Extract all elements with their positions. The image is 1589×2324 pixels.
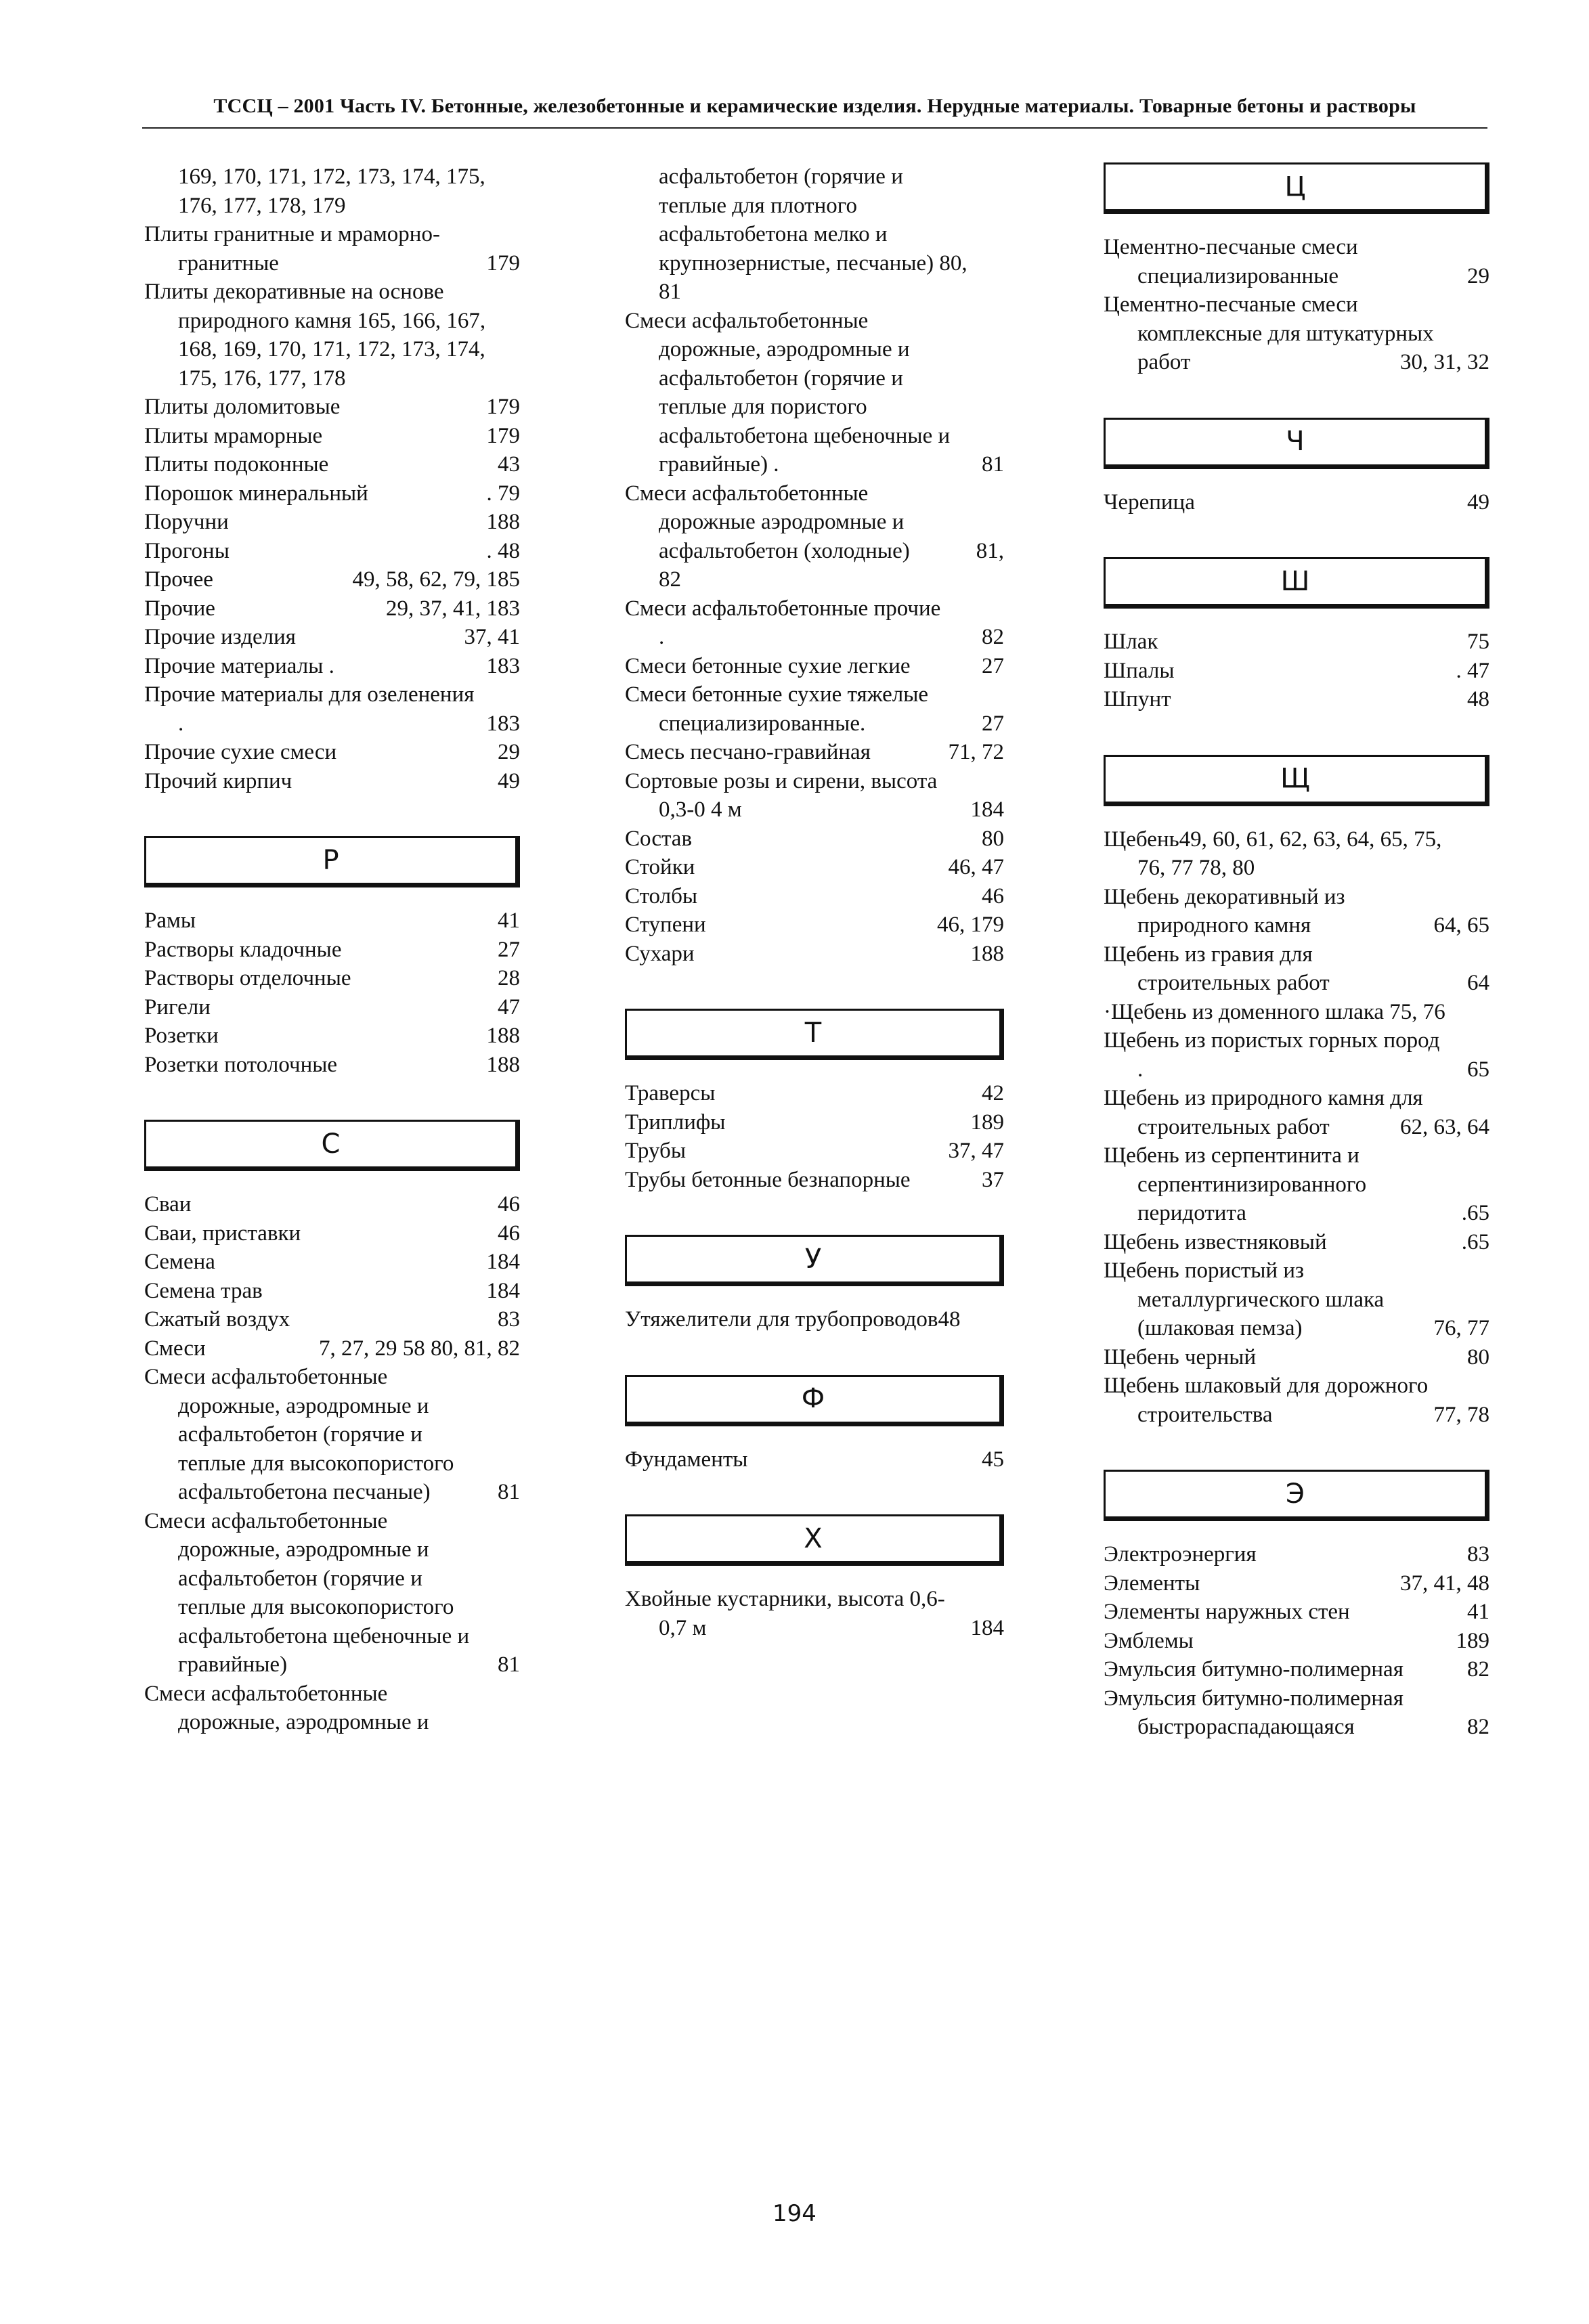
index-entry	[144, 565, 520, 594]
entry-text: специализированные	[1137, 263, 1338, 288]
entry-text: Смеси асфальтобетонные	[144, 1681, 388, 1706]
entry-text: 175, 176, 177, 178	[178, 366, 346, 391]
index-entry	[144, 1507, 520, 1680]
entry-pages: 80	[1467, 1344, 1489, 1369]
entry-pages: 179	[486, 395, 520, 419]
index-entry	[1104, 1084, 1489, 1141]
entry-text: Плиты декоративные на основе	[144, 280, 444, 304]
entry-text: Трубы	[625, 1139, 686, 1163]
index-entry	[1104, 488, 1489, 517]
section-letter: Ф	[801, 1383, 825, 1415]
entry-pages: 81	[982, 452, 1004, 477]
entry-text: Сортовые розы и сирени, высота	[625, 768, 938, 793]
entry-pages: 81	[498, 1480, 520, 1504]
entry-pages: 46	[498, 1192, 520, 1216]
index-entry	[1104, 1569, 1489, 1598]
entry-text: теплые для пористого	[659, 395, 867, 419]
header-rule	[142, 127, 1487, 129]
entry-text: Смеси асфальтобетонные	[625, 308, 869, 333]
entry-text: асфальтобетон (холодные)	[659, 538, 910, 563]
index-entry	[625, 1166, 1004, 1195]
entry-text: Элементы	[1104, 1571, 1200, 1596]
entry-text: Смесь песчано-гравийная	[625, 740, 871, 764]
entry-pages: 29	[1467, 263, 1489, 288]
entry-text: Плиты мраморные	[144, 423, 323, 448]
entry-pages: 188	[486, 510, 520, 534]
index-entry	[1104, 628, 1489, 657]
entry-text: дорожные, аэродромные и	[178, 1537, 429, 1562]
entry-text: Плиты гранитные и мраморно-	[144, 222, 440, 246]
section-letter-box	[1104, 1470, 1489, 1521]
entry-text: 169, 170, 171, 172, 173, 174, 175,	[178, 165, 485, 189]
entry-text: Трубы бетонные безнапорные	[625, 1167, 911, 1192]
index-entry	[144, 993, 520, 1022]
entry-text: асфальтобетона мелко и	[659, 222, 888, 246]
index-entry	[625, 1137, 1004, 1166]
entry-pages: 76, 77	[1433, 1316, 1489, 1340]
index-entry	[1104, 825, 1489, 883]
entry-text: Прогоны	[144, 538, 230, 563]
index-entry	[1104, 1627, 1489, 1656]
entry-text: асфальтобетон (горячие и	[659, 366, 903, 391]
section-letter: Э	[1286, 1478, 1305, 1510]
entry-pages: 82	[1467, 1657, 1489, 1682]
index-entry	[625, 565, 1004, 594]
entry-pages: 183	[486, 711, 520, 736]
entry-pages: 83	[1467, 1542, 1489, 1566]
entry-pages: 49, 58, 62, 79, 185	[352, 567, 520, 592]
entry-pages: 71, 72	[948, 740, 1004, 764]
entry-pages: 43	[498, 452, 520, 477]
entry-text: Столбы	[625, 883, 698, 908]
section-letter: С	[321, 1128, 341, 1160]
index-entry	[144, 964, 520, 993]
index-column-1	[144, 162, 520, 1737]
index-entry	[1104, 1141, 1489, 1228]
section-letter: Ц	[1284, 171, 1306, 202]
entry-text: Эмблемы	[1104, 1628, 1194, 1653]
index-entry	[144, 537, 520, 566]
entry-text: Эмульсия битумно-полимерная	[1104, 1686, 1403, 1711]
entry-text: специализированные.	[659, 711, 866, 736]
section-letter: Т	[804, 1017, 822, 1049]
entry-text: асфальтобетон (горячие и	[659, 165, 903, 189]
entry-pages: 189	[1456, 1628, 1489, 1653]
page-number: 194	[772, 2200, 817, 2227]
entry-text: Цементно-песчаные смеси	[1104, 292, 1358, 317]
section-letter-box	[625, 1375, 1004, 1426]
entry-text: Шпунт	[1104, 687, 1171, 711]
entry-text: Смеси	[144, 1336, 206, 1361]
entry-text: Розетки	[144, 1024, 219, 1048]
entry-pages: 77, 78	[1433, 1402, 1489, 1427]
section-letter-box	[1104, 557, 1489, 609]
entry-text: асфальтобетон (горячие и	[178, 1566, 422, 1591]
index-entry	[1104, 1372, 1489, 1429]
entry-text: асфальтобетон (горячие и	[178, 1422, 422, 1447]
index-entry	[144, 1277, 520, 1306]
entry-text: Черепица	[1104, 489, 1195, 514]
index-entry	[1104, 657, 1489, 686]
entry-text: Смеси бетонные сухие легкие	[625, 653, 911, 678]
index-entry	[144, 1022, 520, 1051]
entry-text: .	[659, 625, 665, 649]
index-entry	[144, 1305, 520, 1334]
section-letter: У	[804, 1243, 822, 1275]
entry-text: Цементно-песчаные смеси	[1104, 235, 1358, 259]
entry-text: Щебень из природного камня для	[1104, 1086, 1423, 1110]
entry-pages: 64, 65	[1433, 913, 1489, 938]
entry-text: 82	[659, 567, 681, 592]
entry-text: Смеси асфальтобетонные прочие	[625, 596, 941, 621]
entry-pages: 45	[982, 1447, 1004, 1472]
index-entry	[144, 1190, 520, 1219]
entry-text: Щебень шлаковый для дорожного	[1104, 1374, 1429, 1398]
entry-text: Траверсы	[625, 1081, 716, 1105]
entry-text: природного камня	[1137, 913, 1311, 938]
index-entry	[144, 278, 520, 393]
entry-text: Щебень черный	[1104, 1344, 1257, 1369]
entry-text: Щебень пористый из	[1104, 1258, 1305, 1283]
index-entry	[144, 393, 520, 422]
entry-text: Сваи, приставки	[144, 1221, 301, 1246]
entry-pages: 189	[970, 1110, 1004, 1135]
entry-pages: 27	[982, 653, 1004, 678]
entry-text: Хвойные кустарники, высота 0,6-	[625, 1587, 945, 1611]
entry-text: серпентинизированного	[1137, 1172, 1367, 1197]
entry-pages: 83	[498, 1307, 520, 1332]
entry-pages: 37, 47	[948, 1139, 1004, 1163]
entry-pages: 179	[486, 423, 520, 448]
entry-text: перидотита	[1137, 1201, 1246, 1225]
entry-pages: 27	[498, 937, 520, 962]
entry-pages: 65	[1467, 1057, 1489, 1082]
entry-text: дорожные аэродромные и	[659, 510, 905, 534]
entry-pages: 184	[970, 1615, 1004, 1640]
entry-text: металлургического шлака	[1137, 1287, 1385, 1312]
entry-pages: 49	[498, 768, 520, 793]
index-entry	[144, 936, 520, 965]
entry-text: Смеси асфальтобетонные	[144, 1508, 388, 1533]
entry-text: асфальтобетона песчаные)	[178, 1480, 431, 1504]
entry-pages: 188	[486, 1024, 520, 1048]
entry-text: Прочий кирпич	[144, 768, 292, 793]
section-letter-box	[1104, 418, 1489, 469]
entry-pages: 184	[486, 1278, 520, 1303]
index-entry	[625, 680, 1004, 738]
entry-pages: 184	[970, 797, 1004, 822]
section-letter-box	[144, 1120, 520, 1171]
entry-pages: 46	[498, 1221, 520, 1246]
entry-text: комплексные для штукатурных	[1137, 321, 1434, 346]
entry-text: Порошок минеральный	[144, 481, 368, 506]
entry-text: теплые для высокопористого	[178, 1595, 454, 1619]
index-entry	[144, 1051, 520, 1080]
index-entry	[144, 220, 520, 278]
index-entry	[144, 594, 520, 623]
index-entry	[144, 422, 520, 451]
entry-pages: 49	[1467, 489, 1489, 514]
entry-pages: .65	[1461, 1229, 1489, 1254]
entry-pages: 42	[982, 1081, 1004, 1105]
entry-text: Щебень из серпентинита и	[1104, 1143, 1359, 1168]
entry-text: Рамы	[144, 908, 196, 933]
entry-text: Прочее	[144, 567, 213, 592]
entry-text: Прочие материалы .	[144, 653, 334, 678]
entry-pages: .65	[1461, 1201, 1489, 1225]
entry-text: асфальтобетона щебеночные и	[659, 423, 951, 448]
entry-pages: 48	[1467, 687, 1489, 711]
entry-pages: 47	[498, 994, 520, 1020]
entry-text: Состав	[625, 826, 693, 851]
entry-text: ·Щебень из доменного шлака 75, 76	[1104, 999, 1445, 1024]
index-column-3	[1104, 162, 1489, 1742]
entry-pages: 81	[498, 1652, 520, 1677]
entry-text: строительства	[1137, 1402, 1273, 1427]
index-entry	[1104, 998, 1489, 1027]
index-entry	[144, 652, 520, 681]
entry-text: Электроэнергия	[1104, 1542, 1257, 1566]
entry-pages: 37, 41	[464, 625, 520, 649]
entry-text: Утяжелители для трубопроводов48	[625, 1307, 961, 1332]
entry-text: .	[178, 711, 184, 736]
index-entry	[1104, 1026, 1489, 1084]
entry-text: теплые для высокопористого	[178, 1451, 454, 1476]
index-entry	[144, 1334, 520, 1363]
entry-text: гранитные	[178, 250, 279, 276]
entry-text: Прочие материалы для озеленения	[144, 682, 475, 707]
entry-text: Стойки	[625, 855, 695, 879]
index-column-2	[625, 162, 1004, 1642]
index-entry	[625, 882, 1004, 911]
index-entry	[625, 162, 1004, 307]
index-entry	[625, 1079, 1004, 1108]
entry-text: работ	[1137, 350, 1191, 374]
index-entry	[144, 479, 520, 508]
entry-pages: 80	[982, 826, 1004, 851]
entry-text: 176, 177, 178, 179	[178, 193, 346, 218]
entry-text: гравийные)	[178, 1652, 288, 1677]
entry-text: строительных работ	[1137, 971, 1330, 995]
entry-text: асфальтобетона щебеночные и	[178, 1623, 470, 1648]
entry-text: Плиты подоконные	[144, 452, 329, 477]
entry-text: Сухари	[625, 941, 695, 966]
entry-text: Щебень известняковый	[1104, 1229, 1327, 1254]
index-entry	[625, 307, 1004, 479]
index-entry	[144, 1219, 520, 1248]
entry-text: природного камня 165, 166, 167,	[178, 308, 486, 333]
index-entry	[144, 1248, 520, 1277]
entry-text: Прочие изделия	[144, 625, 296, 649]
entry-pages: 28	[498, 966, 520, 990]
entry-text: дорожные, аэродромные и	[178, 1393, 429, 1418]
section-letter-box	[1104, 755, 1489, 806]
section-letter-box	[144, 836, 520, 887]
entry-pages: 37, 41, 48	[1400, 1571, 1489, 1596]
index-entry	[144, 450, 520, 479]
entry-text: Щебень49, 60, 61, 62, 63, 64, 65, 75,	[1104, 827, 1442, 852]
entry-text: Семена	[144, 1250, 215, 1274]
entry-text: Шлак	[1104, 630, 1158, 654]
index-entry	[1104, 883, 1489, 940]
index-entry	[144, 162, 520, 220]
section-letter-box	[625, 1514, 1004, 1566]
index-entry	[625, 652, 1004, 681]
entry-text: Смеси асфальтобетонные	[625, 481, 869, 506]
index-entry	[625, 1108, 1004, 1137]
entry-text: Поручни	[144, 510, 229, 534]
entry-text: Смеси бетонные сухие тяжелые	[625, 682, 929, 707]
index-entry	[144, 906, 520, 936]
entry-text: 76, 77 78, 80	[1137, 856, 1255, 880]
entry-pages: 81,	[976, 538, 1004, 563]
index-entry	[625, 853, 1004, 882]
entry-text: Триплифы	[625, 1110, 726, 1135]
entry-pages: 75	[1467, 630, 1489, 654]
index-entry	[1104, 1684, 1489, 1742]
entry-text: Сжатый воздух	[144, 1307, 290, 1332]
index-entry	[625, 940, 1004, 969]
entry-text: Щебень из пористых горных пород	[1104, 1028, 1440, 1053]
entry-text: Прочие	[144, 596, 215, 621]
section-letter: Р	[322, 844, 339, 876]
section-letter: Ш	[1280, 565, 1310, 597]
entry-pages: 64	[1467, 971, 1489, 995]
entry-text: Семена трав	[144, 1278, 263, 1303]
entry-pages: . 79	[486, 481, 520, 506]
section-letter-box	[625, 1235, 1004, 1286]
entry-pages: 46	[982, 883, 1004, 908]
entry-text: гравийные) .	[659, 452, 779, 477]
section-letter-box	[1104, 162, 1489, 214]
entry-text: Элементы наружных стен	[1104, 1600, 1350, 1624]
entry-text: (шлаковая пемза)	[1137, 1316, 1303, 1340]
entry-text: Прочие сухие смеси	[144, 740, 337, 764]
entry-pages: 29, 37, 41, 183	[386, 596, 520, 621]
index-entry	[144, 1363, 520, 1507]
index-entry	[144, 738, 520, 767]
entry-text: Розетки потолочные	[144, 1052, 338, 1077]
entry-text: строительных работ	[1137, 1114, 1330, 1139]
entry-text: 0,7 м	[659, 1615, 707, 1640]
index-entry	[625, 767, 1004, 825]
section-letter: Щ	[1280, 763, 1310, 795]
index-entry	[144, 680, 520, 738]
index-entry	[625, 825, 1004, 854]
entry-pages: 188	[486, 1052, 520, 1077]
index-entry	[625, 479, 1004, 566]
index-entry	[144, 623, 520, 652]
entry-text: Сваи	[144, 1192, 192, 1216]
index-entry	[625, 594, 1004, 652]
entry-pages: 41	[1467, 1600, 1489, 1624]
entry-pages: 27	[982, 711, 1004, 736]
index-entry	[1104, 940, 1489, 998]
entry-text: Щебень декоративный из	[1104, 884, 1345, 909]
entry-text: .	[1137, 1057, 1144, 1082]
entry-pages: 41	[498, 908, 520, 933]
entry-text: Ступени	[625, 913, 706, 937]
index-entry	[1104, 1655, 1489, 1684]
entry-pages: 37	[982, 1167, 1004, 1192]
entry-pages: . 48	[486, 538, 520, 563]
index-entry	[1104, 1256, 1489, 1343]
entry-text: Плиты доломитовые	[144, 395, 341, 419]
entry-text: теплые для плотного	[659, 193, 857, 218]
entry-text: крупнозернистые, песчаные) 80,	[659, 250, 967, 276]
index-entry	[1104, 1598, 1489, 1627]
index-entry	[1104, 1343, 1489, 1372]
entry-text: Фундаменты	[625, 1447, 748, 1472]
entry-text: 0,3-0 4 м	[659, 797, 742, 822]
entry-pages: 46, 47	[948, 855, 1004, 879]
section-letter: Ч	[1286, 426, 1305, 458]
entry-pages: 183	[486, 653, 520, 678]
running-header: ТССЦ – 2001 Часть IV. Бетонные, железобетонные и керамические изделия. Нерудные материалы. Товарные бетоны и растворы	[213, 95, 1416, 117]
index-entry	[625, 1445, 1004, 1474]
entry-pages: 46, 179	[937, 913, 1004, 937]
entry-pages: 62, 63, 64	[1400, 1114, 1489, 1139]
entry-text: 81	[659, 280, 681, 304]
entry-text: дорожные, аэродромные и	[659, 337, 910, 361]
entry-text: Ригели	[144, 994, 211, 1020]
index-entry	[144, 767, 520, 796]
index-entry	[625, 1305, 1004, 1334]
entry-text: 168, 169, 170, 171, 172, 173, 174,	[178, 337, 485, 361]
entry-pages: 29	[498, 740, 520, 764]
index-entry	[625, 738, 1004, 767]
entry-pages: 179	[486, 250, 520, 276]
entry-pages: 7, 27, 29 58 80, 81, 82	[319, 1336, 520, 1361]
entry-pages: 82	[982, 625, 1004, 649]
entry-text: быстрораспадающаяся	[1137, 1715, 1355, 1739]
entry-pages: 82	[1467, 1715, 1489, 1739]
entry-text: Эмульсия битумно-полимерная	[1104, 1657, 1403, 1682]
entry-pages: 188	[970, 941, 1004, 966]
index-entry	[625, 911, 1004, 940]
entry-text: дорожные, аэродромные и	[178, 1710, 429, 1734]
index-entry	[1104, 290, 1489, 377]
entry-text: Растворы кладочные	[144, 937, 342, 962]
entry-pages: 184	[486, 1250, 520, 1274]
entry-pages: . 47	[1456, 658, 1489, 683]
entry-text: Растворы отделочные	[144, 966, 351, 990]
entry-text: Смеси асфальтобетонные	[144, 1365, 388, 1389]
section-letter-box	[625, 1009, 1004, 1060]
index-entry	[625, 1585, 1004, 1642]
index-entry	[144, 508, 520, 537]
index-entry	[144, 1680, 520, 1737]
section-letter: Х	[804, 1522, 823, 1554]
index-entry	[1104, 1228, 1489, 1257]
index-entry	[1104, 1540, 1489, 1569]
entry-pages: 30, 31, 32	[1400, 350, 1489, 374]
entry-text: Щебень из гравия для	[1104, 942, 1313, 967]
index-entry	[1104, 685, 1489, 714]
index-entry	[1104, 233, 1489, 290]
entry-text: Шпалы	[1104, 658, 1175, 683]
